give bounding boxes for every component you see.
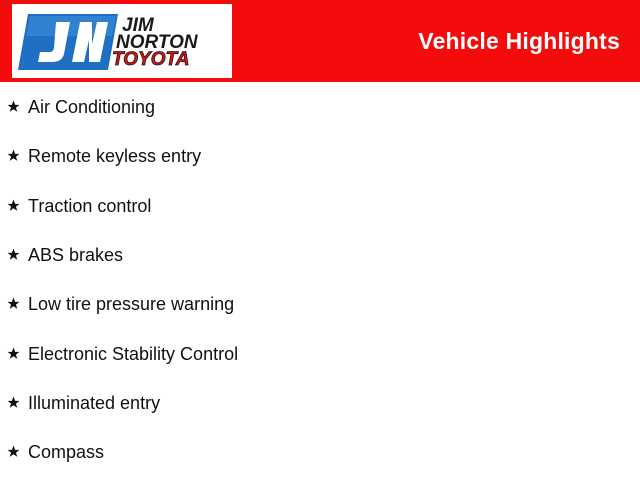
star-icon: [7, 100, 20, 113]
highlight-label: Remote keyless entry: [28, 146, 202, 167]
list-item: [0, 240, 640, 270]
star-icon: [7, 248, 20, 261]
highlight-label: Air Conditioning: [28, 97, 156, 117]
header-bar: [0, 0, 640, 82]
dealer-logo-graphic: [12, 4, 232, 78]
dealer-logo: [12, 4, 232, 78]
highlight-label: Compass: [28, 442, 105, 463]
star-icon: [7, 347, 20, 360]
highlight-label: Traction control: [28, 195, 152, 216]
logo-text-line1: JIM: [122, 15, 154, 36]
logo-text-line3: TOYOTA: [112, 49, 190, 70]
page-title: Vehicle Highlights: [418, 28, 620, 54]
list-item: [0, 289, 640, 319]
list-item: [0, 437, 640, 467]
star-icon: [7, 396, 20, 409]
star-icon: [7, 297, 20, 310]
star-icon: [7, 445, 20, 458]
highlight-label: Illuminated entry: [28, 392, 161, 413]
list-item: [0, 92, 640, 122]
highlight-label: Electronic Stability Control: [28, 343, 239, 364]
highlight-label: Low tire pressure warning: [28, 294, 235, 315]
highlight-label: ABS brakes: [28, 244, 124, 265]
star-icon: [7, 149, 20, 162]
star-icon: [7, 199, 20, 212]
list-item: [0, 388, 640, 418]
list-item: [0, 141, 640, 171]
list-item: [0, 339, 640, 369]
list-item: [0, 191, 640, 221]
logo-text-line2: NORTON: [116, 32, 198, 53]
